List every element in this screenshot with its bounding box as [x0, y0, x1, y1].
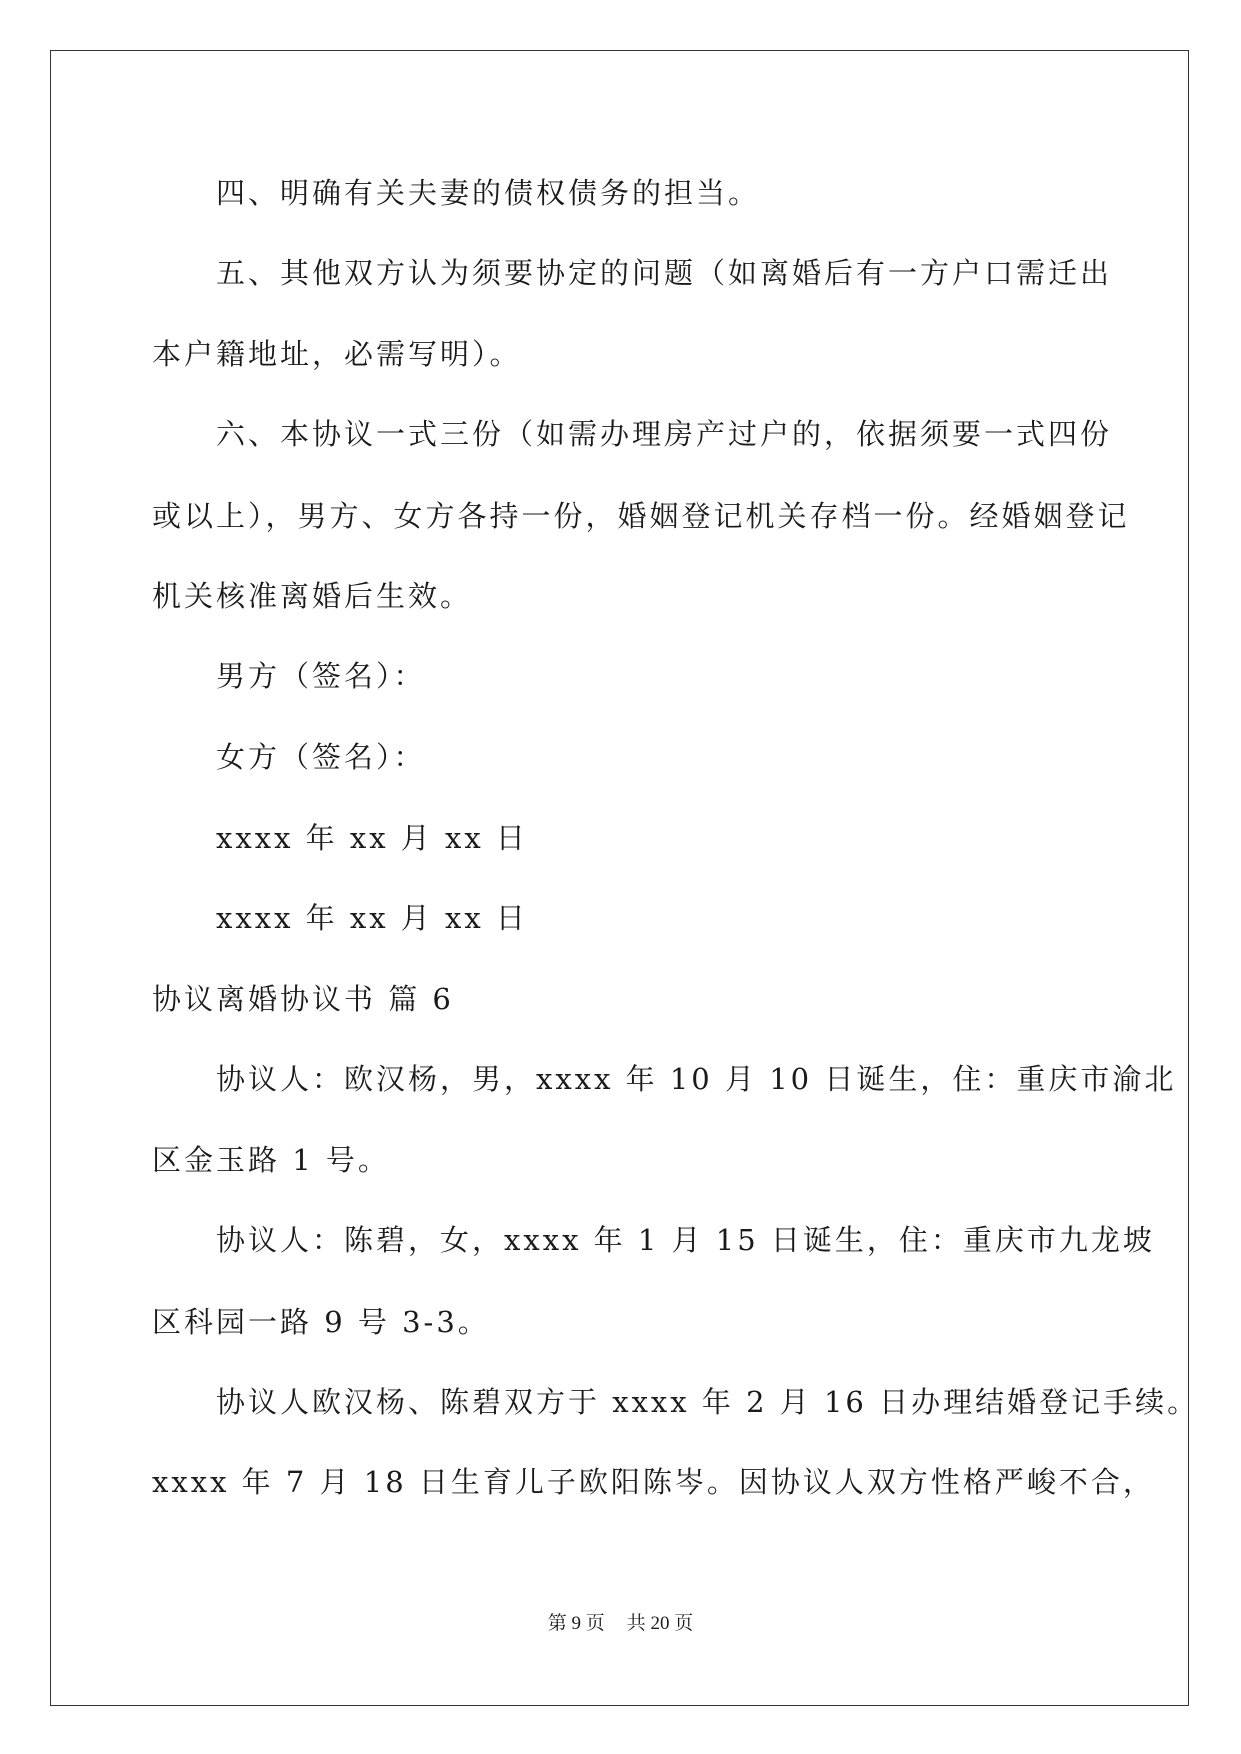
paragraph-line: 或以上），男方、女方各持一份，婚姻登记机关存档一份。经婚姻登记	[152, 499, 1130, 533]
paragraph-line: 协议人欧汉杨、陈碧双方于 xxxx 年 2 月 16 日办理结婚登记手续。	[216, 1385, 1200, 1419]
paragraph-line: 本户籍地址，必需写明）。	[152, 337, 522, 371]
paragraph-line: xxxx 年 7 月 18 日生育儿子欧阳陈岑。因协议人双方性格严峻不合，	[152, 1465, 1155, 1499]
paragraph-line: 五、其他双方认为须要协定的问题（如离婚后有一方户口需迁出	[216, 256, 1113, 290]
page-total: 共 20 页	[626, 1613, 694, 1634]
page-number: 第 9 页	[547, 1613, 605, 1634]
paragraph-line: 区科园一路 9 号 3-3。	[152, 1305, 490, 1339]
date-line: xxxx 年 xx 月 xx 日	[216, 821, 528, 855]
date-line: xxxx 年 xx 月 xx 日	[216, 901, 528, 935]
paragraph-line: 六、本协议一式三份（如需办理房产过户的，依据须要一式四份	[216, 417, 1113, 451]
paragraph-line: 四、明确有关夫妻的债权债务的担当。	[216, 176, 761, 210]
page-border	[50, 50, 1189, 1706]
paragraph-line: 协议人：欧汉杨，男，xxxx 年 10 月 10 日诞生，住：重庆市渝北	[216, 1062, 1177, 1096]
paragraph-line: 机关核准离婚后生效。	[152, 579, 473, 613]
section-heading: 协议离婚协议书 篇 6	[152, 982, 454, 1016]
signature-line-female: 女方（签名）：	[216, 740, 426, 774]
page-footer	[0, 1612, 1241, 1636]
paragraph-line: 协议人：陈碧，女，xxxx 年 1 月 15 日诞生，住：重庆市九龙坡	[216, 1223, 1155, 1257]
paragraph-line: 区金玉路 1 号。	[152, 1143, 390, 1177]
signature-line-male: 男方（签名）：	[216, 659, 426, 693]
